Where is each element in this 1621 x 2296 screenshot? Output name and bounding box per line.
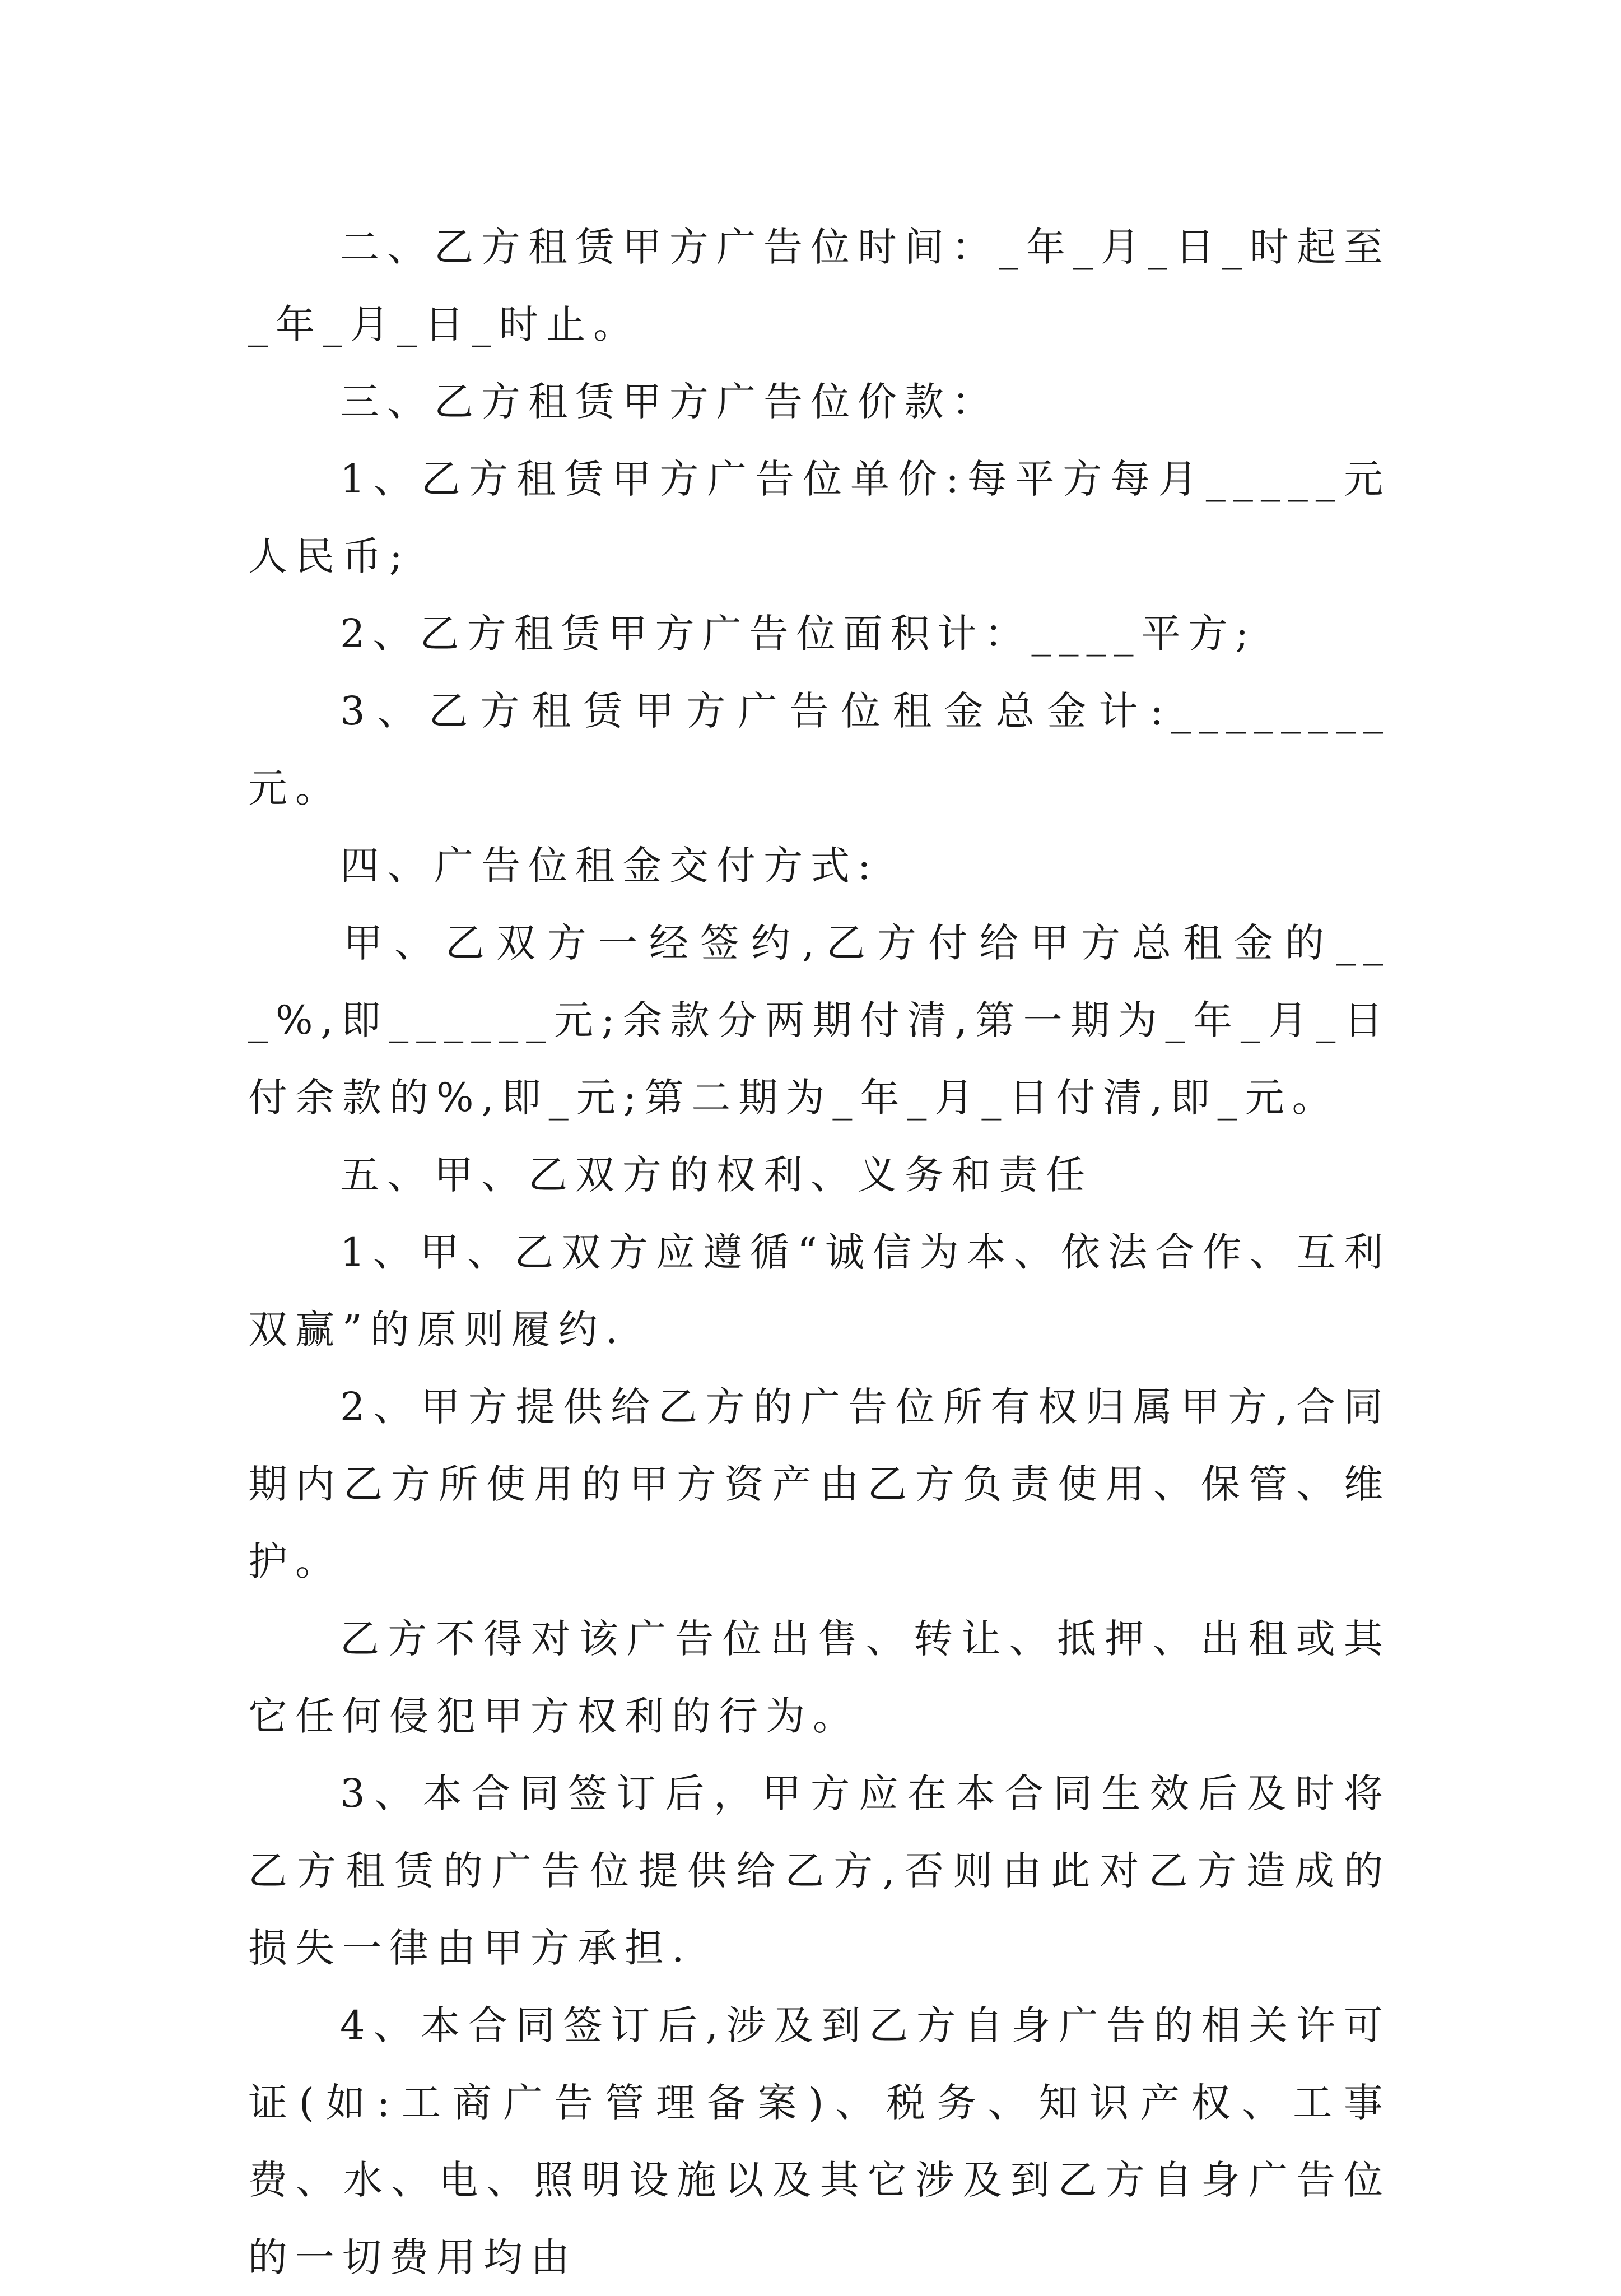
paragraph-total-rent: 3、乙方租赁甲方广告位租金总金计:________元。 (248, 688, 1391, 811)
paragraph-lease-period: 二、乙方租赁甲方广告位时间：_年_月_日_时起至_年_月_日_时止。 (248, 224, 1391, 347)
heading-rights-duties: 五、甲、乙双方的权利、义务和责任 (340, 1152, 1093, 1198)
paragraph-clause-2-cont: 乙方不得对该广告位出售、转让、抵押、出租或其它任何侵犯甲方权利的行为。 (248, 1616, 1391, 1739)
paragraph-clause-1: 1、甲、乙双方应遵循“诚信为本、依法合作、互利双赢”的原则履约. (248, 1229, 1391, 1352)
paragraph-payment-terms: 甲、乙双方一经签约,乙方付给甲方总租金的___%,即______元;余款分两期付清,第一期为_年_月_日付余款的%,即_元;第二期为_年_月_日付清,即_元。 (248, 920, 1391, 1121)
heading-payment-method: 四、广告位租金交付方式: (340, 843, 879, 889)
paragraph-area: 2、乙方租赁甲方广告位面积计：____平方; (340, 611, 1257, 657)
paragraph-unit-price: 1、乙方租赁甲方广告位单价:每平方每月_____元人民币; (248, 456, 1391, 579)
document-page (248, 208, 1391, 2296)
paragraph-clause-3: 3、本合同签订后，甲方应在本合同生效后及时将乙方租赁的广告位提供给乙方,否则由此对乙方造成的损失一律由甲方承担. (248, 1770, 1391, 1971)
paragraph-clause-2: 2、甲方提供给乙方的广告位所有权归属甲方,合同期内乙方所使用的甲方资产由乙方负责使用、保管、维护。 (248, 1384, 1391, 1584)
paragraph-clause-4: 4、本合同签订后,涉及到乙方自身广告的相关许可证(如:工商广告管理备案)、税务、知识产权、工事费、水、电、照明设施以及其它涉及到乙方自身广告位的一切费用均由 (248, 2002, 1391, 2280)
heading-lease-price: 三、乙方租赁甲方广告位价款： (340, 379, 999, 425)
